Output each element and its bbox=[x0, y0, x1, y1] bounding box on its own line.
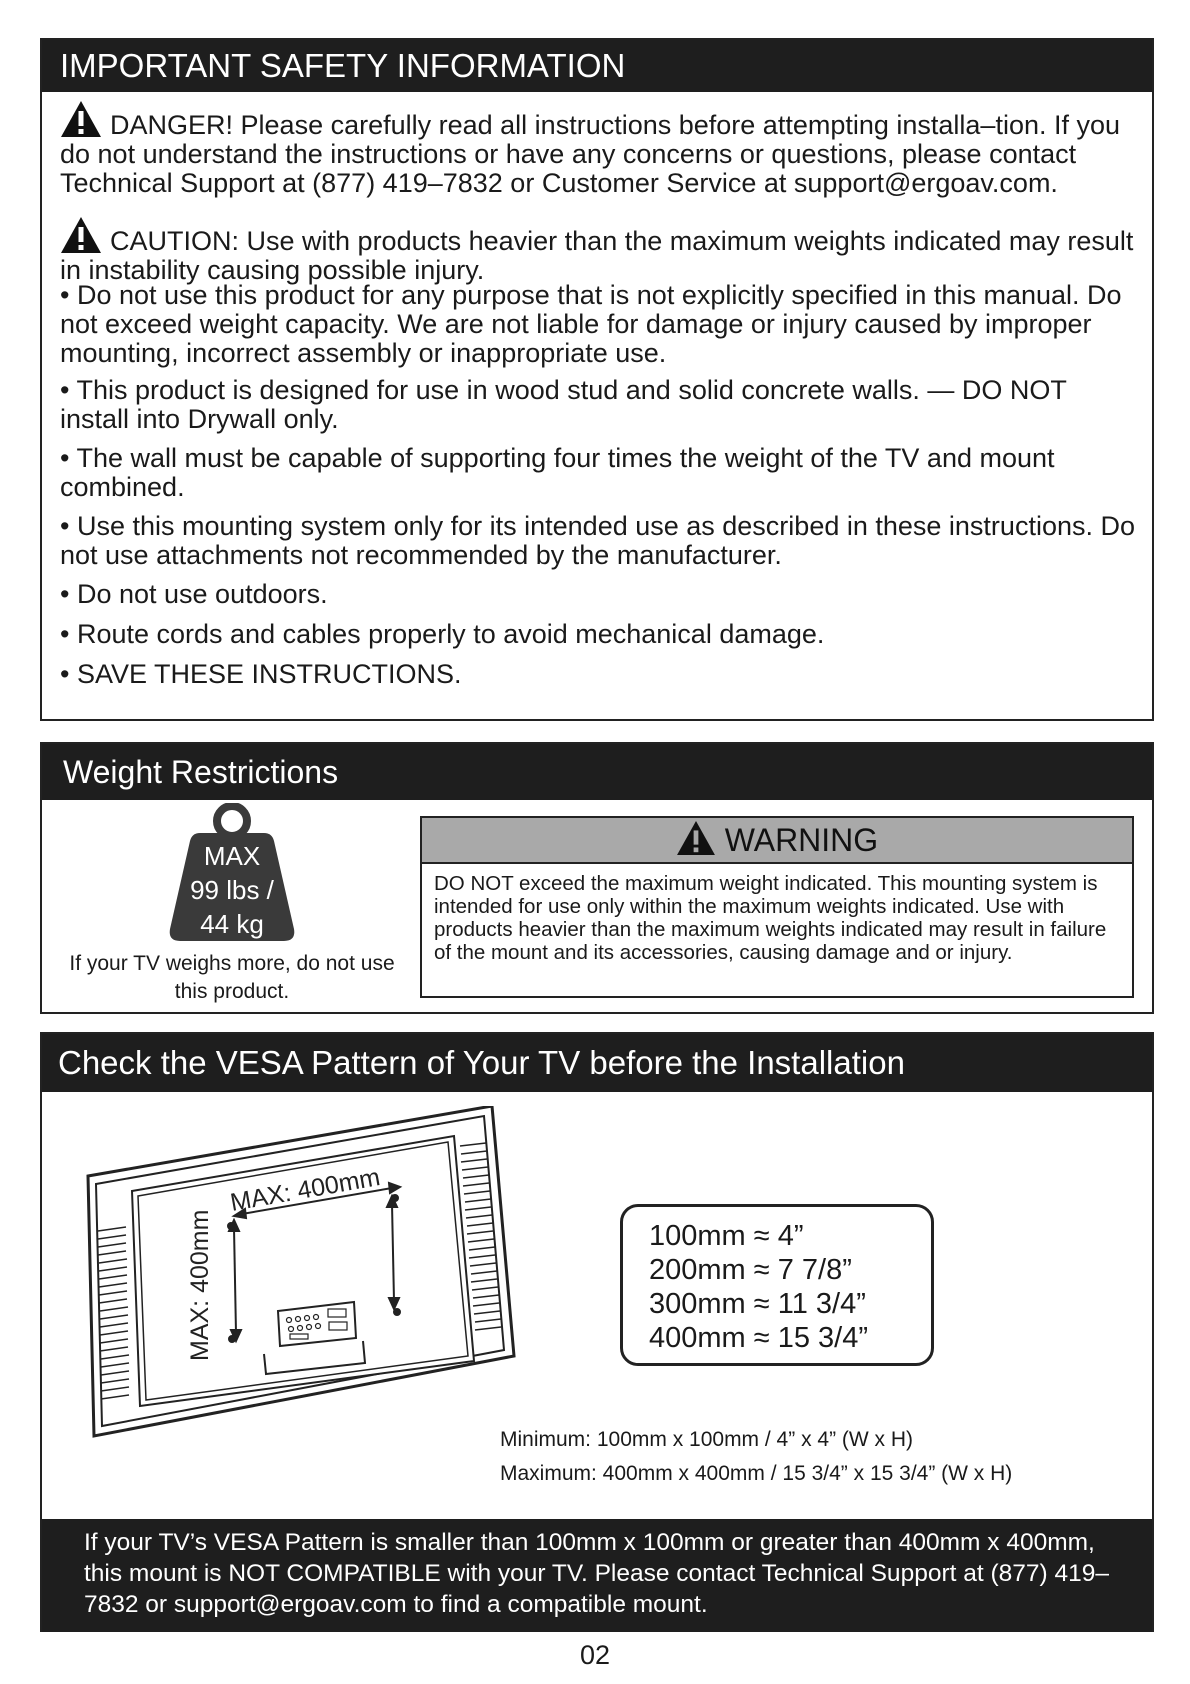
danger-paragraph bbox=[60, 100, 1140, 198]
vesa-title: Check the VESA Pattern of Your TV before the Installation bbox=[42, 1034, 1152, 1092]
vesa-maximum: Maximum: 400mm x 400mm / 15 3/4” x 15 3/4” (W x H) bbox=[500, 1462, 1013, 1485]
page-number: 02 bbox=[579, 1640, 611, 1670]
vesa-section bbox=[40, 1032, 1154, 1632]
weight-title: Weight Restrictions bbox=[42, 744, 1152, 800]
safety-section bbox=[40, 38, 1154, 721]
weight-lbs-label: 99 lbs / bbox=[190, 875, 274, 905]
conversion-row: 400mm ≈ 15 3/4” bbox=[649, 1322, 869, 1354]
weight-section bbox=[40, 742, 1154, 1014]
weight-kg-label: 44 kg bbox=[200, 909, 264, 939]
danger-text: Please carefully read all instructions before attempting installa–tion. If you do not understand the instructions or have any concerns or questions, please contact Technical Support at (877) 419–7832 or Customer Service at support@ergoav.com. bbox=[60, 110, 1121, 198]
safety-title: IMPORTANT SAFETY INFORMATION bbox=[42, 40, 1152, 92]
caution-paragraph bbox=[60, 216, 1140, 285]
conversion-table bbox=[620, 1204, 934, 1366]
vesa-horizontal-label: MAX: 400mm bbox=[228, 1163, 383, 1217]
vesa-min-max bbox=[500, 1423, 1012, 1491]
weight-icon bbox=[162, 803, 302, 943]
conversion-row: 300mm ≈ 11 3/4” bbox=[649, 1288, 866, 1320]
caution-label: CAUTION: bbox=[110, 226, 240, 256]
vesa-compatibility-note: If your TV’s VESA Pattern is smaller than 100mm x 100mm or greater than 400mm x 400mm, this mount is NOT COMPATIBLE with your TV. Please contact Technical Support at (877) 419–7832 or support@ergoav.com to find a compatible mount. bbox=[42, 1519, 1152, 1632]
danger-label: DANGER! bbox=[110, 110, 234, 140]
weight-max-label: MAX bbox=[203, 841, 261, 871]
safety-bullet: • Do not use this product for any purpose that is not explicitly specified in this manual. Do not exceed weight capacity. We are not liable for damage or injury caused by improper mounting, incorrect assembly or inappropriate use. bbox=[60, 281, 1140, 368]
conversion-row: 200mm ≈ 7 7/8” bbox=[649, 1254, 852, 1286]
safety-bullet: • SAVE THESE INSTRUCTIONS. bbox=[60, 660, 1140, 689]
caution-text: Use with products heavier than the maximum weights indicated may result in instability causing possible injury. bbox=[60, 226, 1134, 285]
safety-bullet: • Route cords and cables properly to avoid mechanical damage. bbox=[60, 620, 1140, 649]
warning-box bbox=[420, 816, 1134, 998]
safety-bullet: • This product is designed for use in wood stud and solid concrete walls. — DO NOT install into Drywall only. bbox=[60, 376, 1140, 434]
warning-header bbox=[422, 818, 1132, 864]
vesa-vertical-label: MAX: 400mm bbox=[186, 1209, 214, 1361]
safety-bullet: • Do not use outdoors. bbox=[60, 580, 1140, 609]
safety-bullet: • Use this mounting system only for its intended use as described in these instructions. Do not use attachments not recommended by the manufacturer. bbox=[60, 512, 1140, 570]
weight-note: If your TV weighs more, do not use this product. bbox=[69, 952, 395, 1003]
tv-back-diagram bbox=[82, 1106, 522, 1466]
warning-text: DO NOT exceed the maximum weight indicated. This mounting system is intended for use only within the maximum weights indicated. Use with products heavier than the maximum weights indicated may result in failure of the mount and its accessories, causing damage and or injury. bbox=[434, 872, 1107, 964]
warning-triangle-icon bbox=[60, 216, 102, 254]
warning-triangle-icon bbox=[676, 820, 716, 856]
warning-triangle-icon bbox=[60, 100, 102, 138]
warning-title: WARNING bbox=[724, 822, 879, 858]
vesa-minimum: Minimum: 100mm x 100mm / 4” x 4” (W x H) bbox=[500, 1428, 914, 1451]
safety-bullet: • The wall must be capable of supporting four times the weight of the TV and mount combined. bbox=[60, 444, 1140, 502]
conversion-row: 100mm ≈ 4” bbox=[649, 1220, 804, 1252]
